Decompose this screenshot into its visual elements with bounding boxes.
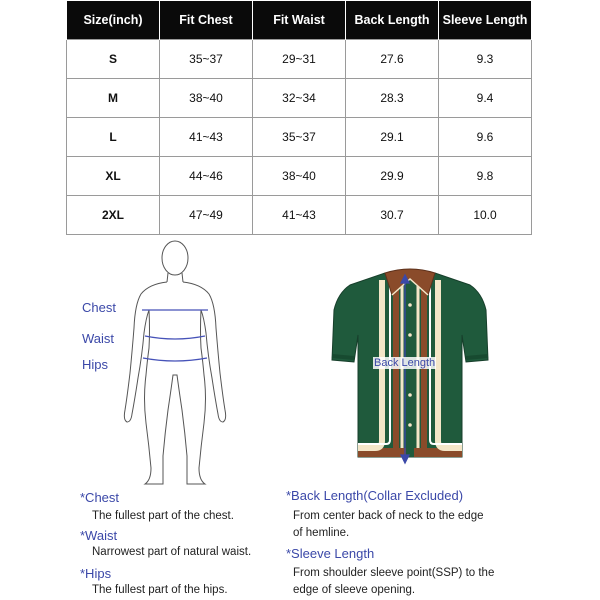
waist-definition-text: Narrowest part of natural waist. xyxy=(92,546,252,558)
cell-size: S xyxy=(67,40,160,79)
cell-fit-chest: 41~43 xyxy=(160,118,253,157)
back-length-definition-line-1: From center back of neck to the edge xyxy=(293,510,484,522)
cell-fit-waist: 29~31 xyxy=(253,40,346,79)
cell-fit-waist: 32~34 xyxy=(253,79,346,118)
waist-label: Waist xyxy=(82,331,115,346)
size-chart-header-row xyxy=(67,1,532,40)
cell-fit-chest: 35~37 xyxy=(160,40,253,79)
cell-size: 2XL xyxy=(67,196,160,235)
chest-definition-text: The fullest part of the chest. xyxy=(92,510,234,522)
cell-fit-chest: 38~40 xyxy=(160,79,253,118)
table-row xyxy=(67,40,532,79)
cell-back-length: 27.6 xyxy=(346,40,439,79)
cell-back-length: 28.3 xyxy=(346,79,439,118)
table-row xyxy=(67,196,532,235)
cell-size: L xyxy=(67,118,160,157)
chest-label: Chest xyxy=(82,300,116,315)
header-fit-waist: Fit Waist xyxy=(253,1,346,40)
back-length-definition-title: *Back Length(Collar Excluded) xyxy=(286,488,464,503)
cell-fit-chest: 44~46 xyxy=(160,157,253,196)
back-length-arrow-label: Back Length xyxy=(374,357,436,369)
cell-sleeve-length: 9.4 xyxy=(439,79,532,118)
table-row xyxy=(67,157,532,196)
hips-label: Hips xyxy=(82,357,109,372)
header-fit-chest: Fit Chest xyxy=(160,1,253,40)
cell-fit-chest: 47~49 xyxy=(160,196,253,235)
cell-sleeve-length: 9.6 xyxy=(439,118,532,157)
cell-back-length: 30.7 xyxy=(346,196,439,235)
waist-definition-title: *Waist xyxy=(80,528,118,543)
cell-sleeve-length: 9.8 xyxy=(439,157,532,196)
cell-back-length: 29.1 xyxy=(346,118,439,157)
size-chart-table xyxy=(66,1,532,235)
cell-back-length: 29.9 xyxy=(346,157,439,196)
cell-fit-waist: 41~43 xyxy=(253,196,346,235)
body-outline-figure xyxy=(105,238,245,490)
sleeve-length-definition-title: *Sleeve Length xyxy=(286,546,375,561)
cell-size: XL xyxy=(67,157,160,196)
table-row xyxy=(67,118,532,157)
cell-fit-waist: 35~37 xyxy=(253,118,346,157)
sleeve-length-definition-line-2: edge of sleeve opening. xyxy=(293,584,416,596)
hips-definition-title: *Hips xyxy=(80,566,112,581)
header-back-length: Back Length xyxy=(346,1,439,40)
cell-size: M xyxy=(67,79,160,118)
chest-definition-title: *Chest xyxy=(80,490,120,505)
header-sleeve-length: Sleeve Length xyxy=(439,1,532,40)
header-size: Size(inch) xyxy=(67,1,160,40)
cell-sleeve-length: 10.0 xyxy=(439,196,532,235)
cell-fit-waist: 38~40 xyxy=(253,157,346,196)
back-length-definition-line-2: of hemline. xyxy=(293,527,350,539)
hips-definition-text: The fullest part of the hips. xyxy=(92,584,228,596)
table-row xyxy=(67,79,532,118)
sleeve-length-definition-line-1: From shoulder sleeve point(SSP) to the xyxy=(293,567,495,579)
cell-sleeve-length: 9.3 xyxy=(439,40,532,79)
